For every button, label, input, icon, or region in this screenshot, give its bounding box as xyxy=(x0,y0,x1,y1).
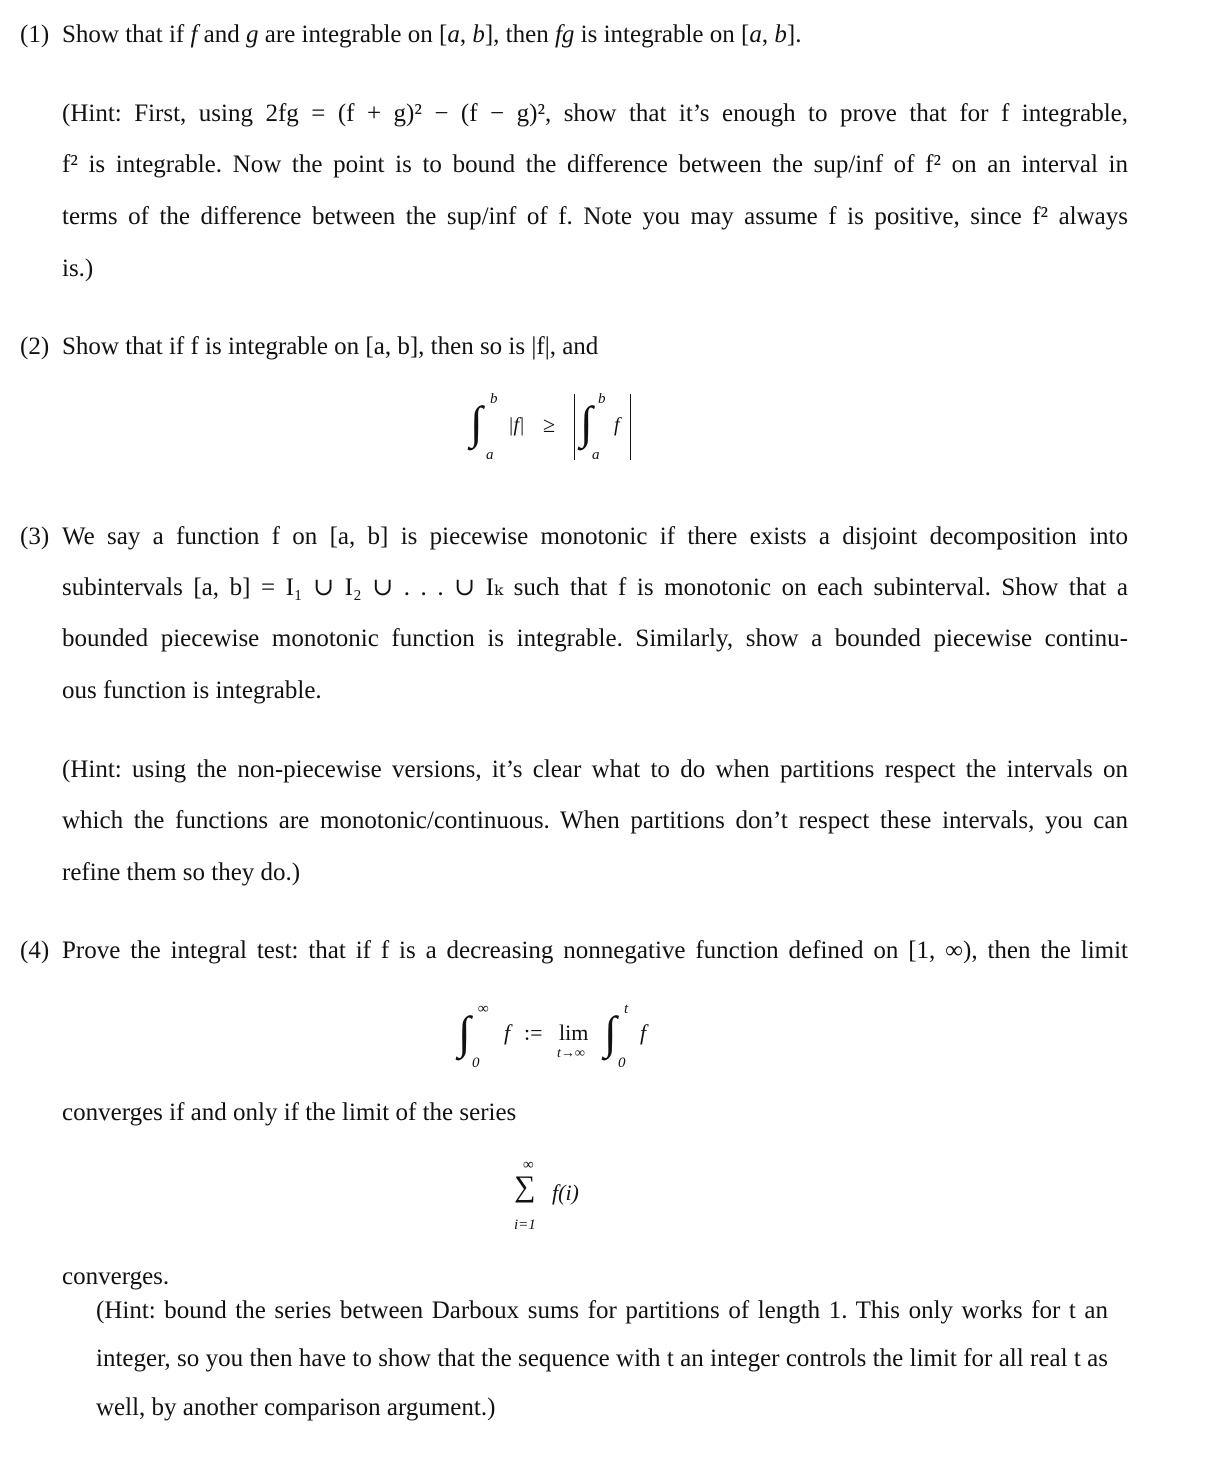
problem-4-number: (4) xyxy=(20,937,50,964)
lim-subscript: t→∞ xyxy=(557,1046,585,1061)
abs-integrand: |f| xyxy=(508,414,525,436)
improper-lower-limit: 0 xyxy=(472,1055,480,1071)
problem-1-hint-line-1: (Hint: First, using 2fg = (f + g)² − (f − g)², show that it’s enough to prove that for f integrable, xyxy=(62,100,1128,127)
problem-3-hint-line-3: refine them so they do.) xyxy=(62,859,301,886)
upper-limit: b xyxy=(490,391,498,407)
proper-upper-limit: t xyxy=(624,1001,629,1017)
sum-term: f(i) xyxy=(552,1180,579,1205)
integral-sign: ∫ xyxy=(470,397,483,448)
lower-limit-right: a xyxy=(592,447,600,463)
sum-upper-limit: ∞ xyxy=(523,1157,534,1173)
improper-integral-sign: ∫ xyxy=(458,1007,471,1058)
problem-3-hint-line-2: which the functions are monotonic/continuous. When partitions don’t respect these intervals, you can xyxy=(62,807,1128,834)
problem-4-hint-line-3: well, by another comparison argument.) xyxy=(96,1394,496,1421)
problem-4-middle-text: converges if and only if the limit of the series xyxy=(62,1099,517,1126)
problem-4-hint-line-2: integer, so you then have to show that the sequence with t an integer controls the limit for all real t as xyxy=(96,1345,1108,1372)
problem-2-number: (2) xyxy=(20,333,50,360)
problem-4-statement: Prove the integral test: that if f is a decreasing nonnegative function defined on [1, ∞), then the limit xyxy=(62,937,1128,964)
proper-integrand: f xyxy=(640,1020,647,1045)
problem-3-line-2: subintervals [a, b] = I₁ ∪ I₂ ∪ . . . ∪ Iₖ such that f is monotonic on each subinterval. Show that a xyxy=(62,574,1128,601)
right-abs-bar xyxy=(630,394,631,460)
sum-lower-limit: i=1 xyxy=(514,1217,536,1233)
problem-3-line-4: ous function is integrable. xyxy=(62,677,322,704)
definition-symbol: := xyxy=(524,1020,543,1045)
problem-2-statement: Show that if f is integrable on [a, b], then so is |f|, and xyxy=(62,333,599,360)
lower-limit: a xyxy=(486,447,494,463)
problem-1-statement: Show that if f and g are integrable on [a, b], then fg is integrable on [a, b]. xyxy=(62,21,802,48)
problem-3-number: (3) xyxy=(20,523,50,550)
improper-integrand: f xyxy=(504,1020,511,1045)
problem-1-hint-line-4: is.) xyxy=(62,255,94,282)
problem-3-line-1: We say a function f on [a, b] is piecewise monotonic if there exists a disjoint decomposition into xyxy=(62,523,1128,550)
problem-4-after-text: converges. xyxy=(62,1263,170,1290)
integral-sign-right: ∫ xyxy=(580,397,593,448)
integrand-right: f xyxy=(614,414,620,436)
problem-4-hint-line-1: (Hint: bound the series between Darboux sums for partitions of length 1. This only works for t an xyxy=(96,1297,1108,1324)
problem-1-hint-line-3: terms of the difference between the sup/inf of f. Note you may assume f is positive, since f² always xyxy=(62,203,1128,230)
improper-upper-limit: ∞ xyxy=(478,1001,489,1017)
relation-symbol: ≥ xyxy=(543,412,556,437)
lim-operator: lim xyxy=(559,1020,589,1045)
proper-lower-limit: 0 xyxy=(618,1055,626,1071)
problem-1-hint-line-2: f² is integrable. Now the point is to bound the difference between the sup/inf of f² on an interval in xyxy=(62,151,1128,178)
problem-1-number: (1) xyxy=(20,21,50,48)
problem-3-hint-line-1: (Hint: using the non-piecewise versions, it’s clear what to do when partitions respect the intervals on xyxy=(62,756,1128,783)
proper-integral-sign: ∫ xyxy=(604,1007,617,1058)
problem-3-line-3: bounded piecewise monotonic function is integrable. Similarly, show a bounded piecewise continu- xyxy=(62,625,1128,652)
sigma-symbol: ∑ xyxy=(514,1170,536,1203)
upper-limit-right: b xyxy=(598,391,606,407)
left-abs-bar xyxy=(574,394,575,460)
